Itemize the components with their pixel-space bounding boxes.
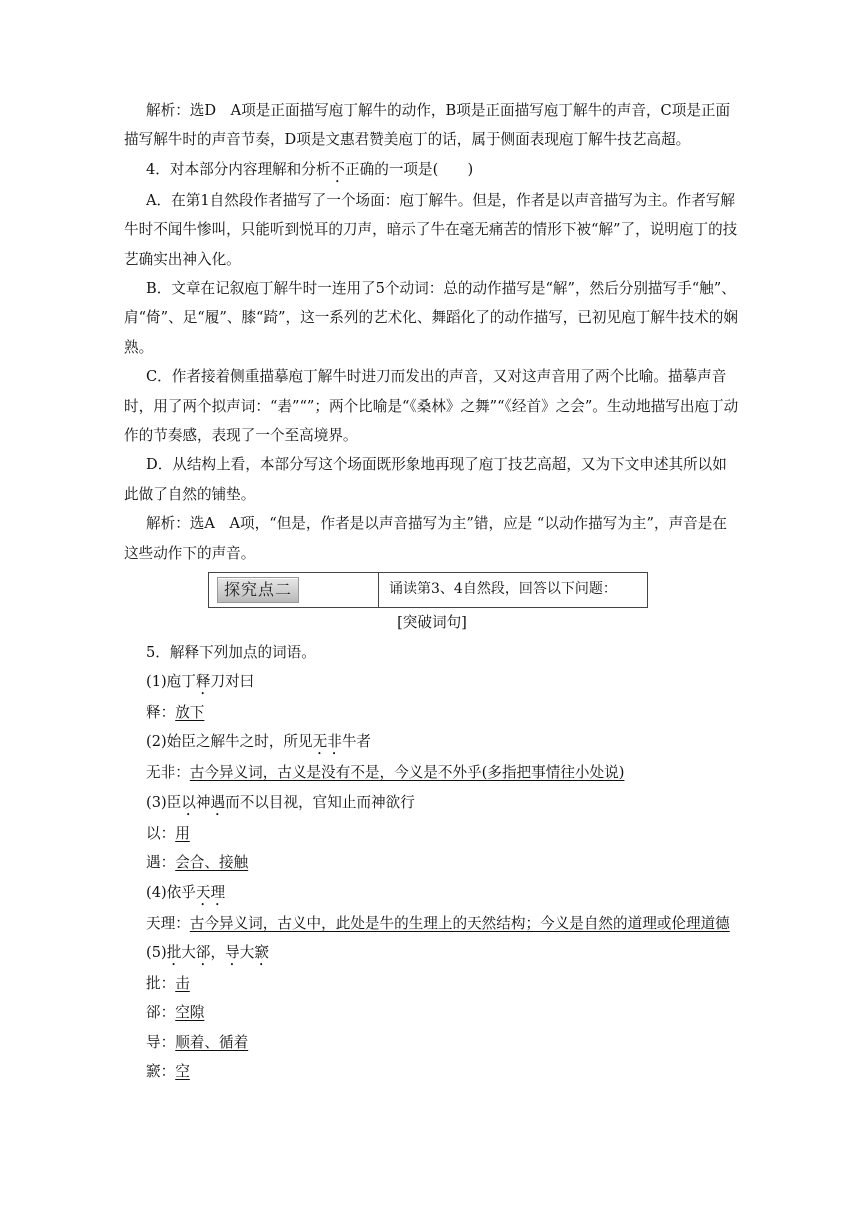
q5-answer-3b <box>124 848 740 877</box>
a4-term: 天理： <box>146 914 190 932</box>
q5-answer-5b <box>124 998 740 1027</box>
s1-post: 刀对曰 <box>210 672 255 690</box>
a3a-term: 以： <box>146 824 176 842</box>
s5-d2: 郤 <box>195 943 211 961</box>
s3-pre: (3)臣 <box>146 793 182 811</box>
s5-d4: 窾 <box>254 943 269 961</box>
s5-d1: 批 <box>166 943 182 961</box>
q4-stem-dot: 不 <box>330 160 346 178</box>
a4-ans: 古今异义词，古义中，此处是牛的生理上的天然结构；今义是自然的道理或伦理道德 <box>189 914 730 932</box>
analysis-q4: 解析：选A A项，“但是，作者是以声音描写为主”错，应是 “以动作描写为主”，声音是在这些动作下的声音。 <box>124 515 727 562</box>
a5c-ans: 顺着、循着 <box>175 1033 249 1051</box>
q4-option-b: B．文章在记叙庖丁解牛时一连用了5个动词：总的动作描写是“解”，然后分别描写手“触”、肩“倚”、足“履”、膝“踦”，这一系列的艺术化、舞蹈化了的动作描写，已初见庖丁解牛技术的娴熟。 <box>124 280 738 356</box>
analysis-q3: 解析：选D A项是正面描写庖丁解牛的动作，B项是正面描写庖丁解牛的声音，C项是正面描写解牛时的声音节奏，D项是文惠君赞美庖丁的话，属于侧面表现庖丁解牛技艺高超。 <box>124 102 731 149</box>
q4-option-d: D．从结构上看，本部分写这个场面既形象地再现了庖丁技艺高超，又为下文申述其所以如此做了自然的铺垫。 <box>124 456 727 503</box>
question-4-stem <box>124 155 740 186</box>
q5-answer-5c <box>124 1028 740 1057</box>
s5-m2: ， <box>210 943 226 961</box>
s4-dot: 天理 <box>195 883 226 901</box>
document-page <box>124 96 740 1087</box>
section-tag: 探究点二 <box>217 577 299 603</box>
s3-dot1: 以 <box>181 793 196 811</box>
q5-sentence-5 <box>124 938 740 969</box>
banner-tag-cell <box>209 573 379 607</box>
s3-post: 而不以目视，官知止而神欲行 <box>225 793 415 811</box>
s5-m1: 大 <box>181 943 196 961</box>
s5-d3: 导 <box>225 943 240 961</box>
a5c-term: 导： <box>146 1033 176 1051</box>
q4-stem-post: 正确的一项是( ) <box>345 160 474 178</box>
a3b-ans: 会合、接触 <box>175 854 249 872</box>
q5-sentence-1 <box>124 667 740 698</box>
q5-answer-5d <box>124 1057 740 1086</box>
q4-option-c: C．作者接着侧重描摹庖丁解牛时进刀而发出的声音，又对这声音用了两个比喻。描摹声音时，用了两个拟声词：“砉”“”；两个比喻是“《桑林》之舞”“《经首》之会”。生动地描写出庖丁动作的节奏感，表现了一个至高境界。 <box>124 368 739 445</box>
s2-dot: 无非 <box>312 733 342 751</box>
a5d-ans: 空 <box>175 1063 190 1081</box>
a5a-ans: 击 <box>175 974 190 992</box>
a3b-term: 遇： <box>146 854 176 872</box>
q5-answer-1 <box>124 698 740 727</box>
s4-pre: (4)依乎 <box>146 883 196 901</box>
s2-pre: (2)始臣之解牛之时，所见 <box>146 733 313 751</box>
q5-answer-4 <box>124 909 740 938</box>
a1-term: 释： <box>146 703 176 721</box>
q5-answer-2 <box>124 758 740 787</box>
s3-dot2: 遇 <box>210 793 226 811</box>
a3a-ans: 用 <box>175 824 190 842</box>
s5-m3: 大 <box>239 943 255 961</box>
a5a-term: 批： <box>146 974 176 992</box>
s1-pre: (1)庖丁 <box>146 672 196 690</box>
banner-instruction: 诵读第3、4自然段，回答以下问题： <box>389 581 617 598</box>
a2-term: 无非： <box>146 764 190 782</box>
question-5-stem: 5．解释下列加点的词语。 <box>146 643 316 661</box>
s1-dot: 释 <box>195 672 211 690</box>
q5-sentence-2 <box>124 727 740 758</box>
s2-post: 牛者 <box>341 733 372 751</box>
q4-option-a: A．在第1自然段作者描写了一个场面：庖丁解牛。但是，作者是以声音描写为主。作者写解牛时不闻牛惨叫，只能听到悦耳的刀声，暗示了牛在毫无痛苦的情形下被“解”了，说明庖丁的技艺确实出神入化。 <box>124 191 738 268</box>
a5d-term: 窾： <box>146 1063 176 1081</box>
s5-pre: (5) <box>146 943 167 961</box>
q5-sentence-3 <box>124 788 740 819</box>
a5b-term: 郤： <box>146 1004 176 1022</box>
a2-ans: 古今异义词，古义是没有不是，今义是不外乎(多指把事情往小处说) <box>189 764 625 782</box>
q5-sentence-4 <box>124 878 740 909</box>
subheading: [突破词句] <box>397 614 467 632</box>
a5b-ans: 空隙 <box>175 1004 205 1022</box>
q5-answer-3a <box>124 819 740 848</box>
section-banner <box>208 572 648 608</box>
q5-answer-5a <box>124 969 740 998</box>
a1-ans: 放下 <box>175 703 205 721</box>
s3-mid: 神 <box>195 793 211 811</box>
q4-stem-pre: 4．对本部分内容理解和分析 <box>146 160 331 178</box>
